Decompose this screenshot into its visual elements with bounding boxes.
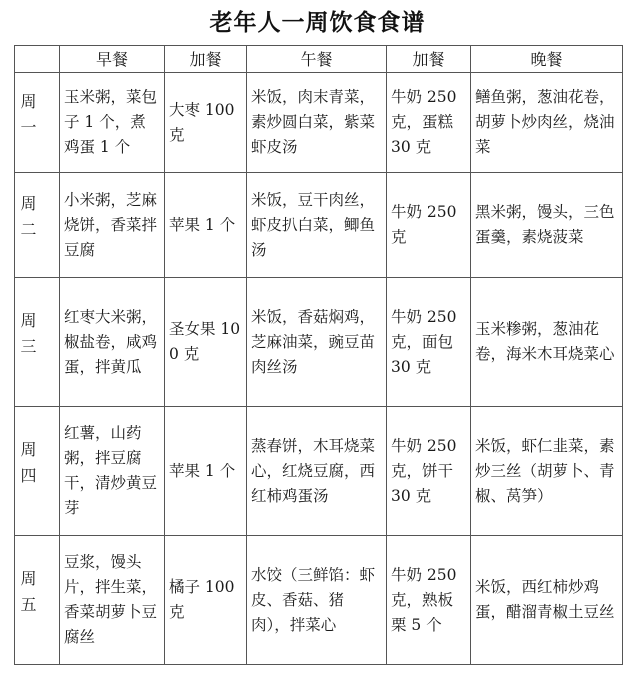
snack-morning-cell: 大枣 100 克: [165, 73, 247, 173]
breakfast-cell: 小米粥，芝麻烧饼，香菜拌豆腐: [60, 173, 165, 278]
lunch-cell: 米饭，豆干肉丝，虾皮扒白菜，鲫鱼汤: [247, 173, 387, 278]
snack-afternoon-cell: 牛奶 250 克，面包 30 克: [387, 278, 471, 407]
table-row: [15, 73, 623, 173]
header-breakfast: 早餐: [60, 46, 165, 73]
snack-morning-cell: 橘子 100 克: [165, 536, 247, 665]
day-cell: [15, 173, 60, 278]
breakfast-cell: 豆浆，馒头片，拌生菜，香菜胡萝卜豆腐丝: [60, 536, 165, 665]
dinner-cell: 米饭，虾仁韭菜，素炒三丝（胡萝卜、青椒、莴笋）: [471, 407, 623, 536]
table-row: [15, 278, 623, 407]
table-header-row: [15, 46, 623, 73]
table-row: [15, 536, 623, 665]
page-title: 老年人一周饮食食谱: [209, 10, 426, 36]
dinner-cell: 玉米糁粥，葱油花卷，海米木耳烧菜心: [471, 278, 623, 407]
snack-afternoon-cell: 牛奶 250 克，蛋糕 30 克: [387, 73, 471, 173]
day-cell: [15, 536, 60, 665]
dinner-cell: 米饭，西红柿炒鸡蛋，醋溜青椒土豆丝: [471, 536, 623, 665]
table-row: [15, 173, 623, 278]
header-lunch: 午餐: [247, 46, 387, 73]
snack-morning-cell: 苹果 1 个: [165, 173, 247, 278]
header-snack-morning: 加餐: [165, 46, 247, 73]
snack-afternoon-cell: 牛奶 250 克，饼干 30 克: [387, 407, 471, 536]
header-corner: [15, 46, 60, 73]
day-label: 周五: [18, 570, 37, 622]
table-row: [15, 407, 623, 536]
snack-afternoon-cell: 牛奶 250 克，熟板栗 5 个: [387, 536, 471, 665]
lunch-cell: 米饭，肉末青菜，素炒圆白菜，紫菜虾皮汤: [247, 73, 387, 173]
dinner-cell: 鳝鱼粥，葱油花卷，胡萝卜炒肉丝，烧油菜: [471, 73, 623, 173]
lunch-cell: 蒸春饼，木耳烧菜心，红烧豆腐，西红柿鸡蛋汤: [247, 407, 387, 536]
meal-plan-table: [14, 45, 623, 665]
day-cell: [15, 73, 60, 173]
lunch-cell: 水饺（三鲜馅：虾皮、香菇、猪肉），拌菜心: [247, 536, 387, 665]
day-label: 周四: [18, 441, 37, 493]
day-label: 周一: [18, 92, 37, 145]
snack-morning-cell: 苹果 1 个: [165, 407, 247, 536]
breakfast-cell: 红薯，山药粥，拌豆腐干，清炒黄豆芽: [60, 407, 165, 536]
day-cell: [15, 407, 60, 536]
day-label: 周二: [18, 195, 37, 247]
dinner-cell: 黑米粥，馒头，三色蛋羹，素烧菠菜: [471, 173, 623, 278]
header-snack-afternoon: 加餐: [387, 46, 471, 73]
breakfast-cell: 红枣大米粥，椒盐卷，咸鸡蛋，拌黄瓜: [60, 278, 165, 407]
breakfast-cell: 玉米粥，菜包子 1 个，煮鸡蛋 1 个: [60, 73, 165, 173]
snack-afternoon-cell: 牛奶 250 克: [387, 173, 471, 278]
snack-morning-cell: 圣女果 100 克: [165, 278, 247, 407]
day-cell: [15, 278, 60, 407]
day-label: 周三: [18, 312, 37, 364]
lunch-cell: 米饭，香菇焖鸡，芝麻油菜，豌豆苗肉丝汤: [247, 278, 387, 407]
header-dinner: 晚餐: [471, 46, 623, 73]
